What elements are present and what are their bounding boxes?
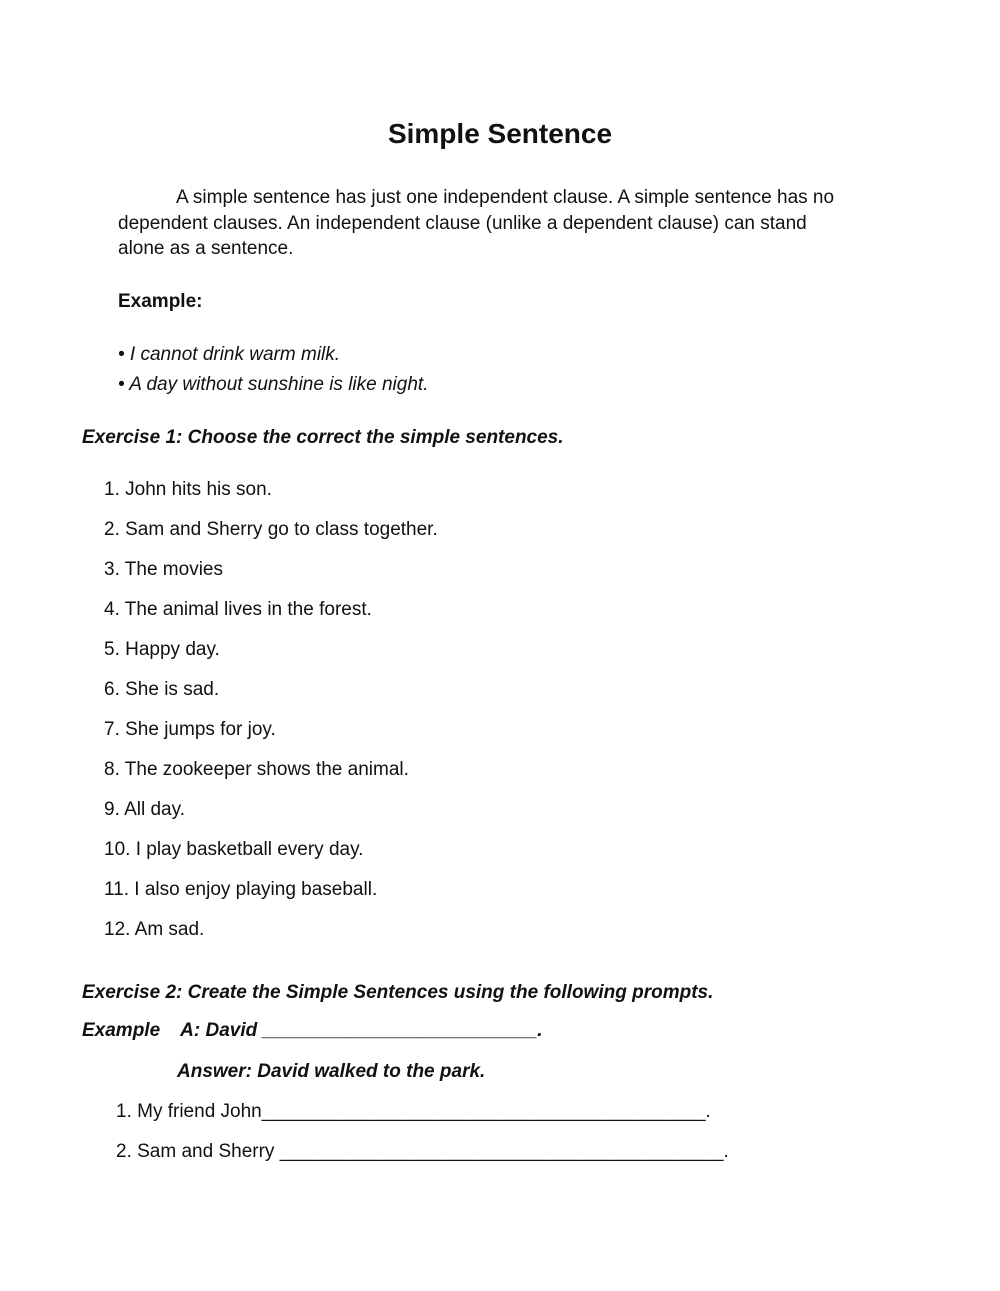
exercise-1-item[interactable]: 1. John hits his son.	[104, 479, 272, 500]
page-title: Simple Sentence	[387, 118, 613, 149]
example-prompt: A: David __________________________.	[180, 1020, 543, 1041]
exercise-1-item[interactable]: 12. Am sad.	[104, 919, 205, 940]
exercise-1-item[interactable]: 10. I play basketball every day.	[104, 839, 364, 860]
intro-paragraph	[118, 185, 838, 262]
example-heading: Example:	[118, 291, 203, 312]
exercise-2-heading: Exercise 2: Create the Simple Sentences using the following prompts.	[82, 982, 714, 1003]
exercise-1-item[interactable]: 8. The zookeeper shows the animal.	[104, 759, 409, 780]
example-sentence: • A day without sunshine is like night.	[118, 374, 429, 395]
exercise-1-item[interactable]: 3. The movies	[104, 559, 223, 580]
exercise-1-item[interactable]: 11. I also enjoy playing baseball.	[104, 879, 378, 900]
exercise-1-item[interactable]: 7. She jumps for joy.	[104, 719, 276, 740]
exercise-1-item[interactable]: 2. Sam and Sherry go to class together.	[104, 519, 438, 540]
exercise-2-example	[82, 1021, 543, 1040]
example-sentence: • I cannot drink warm milk.	[118, 344, 341, 365]
example-answer: Answer: David walked to the park.	[177, 1061, 486, 1082]
prompt-line[interactable]: 1. My friend John__________________________________________.	[116, 1101, 711, 1122]
exercise-1-item[interactable]: 5. Happy day.	[104, 639, 220, 660]
exercise-1-list	[104, 480, 438, 960]
example-label: Example	[82, 1020, 161, 1041]
exercise-1-item[interactable]: 6. She is sad.	[104, 679, 220, 700]
exercise-1-item[interactable]: 9. All day.	[104, 799, 185, 820]
exercise-1-item[interactable]: 4. The animal lives in the forest.	[104, 599, 372, 620]
prompt-line[interactable]: 2. Sam and Sherry __________________________________________.	[116, 1141, 729, 1162]
intro-text: A simple sentence has just one independent clause. A simple sentence has no dependent clauses. An independent clause (unlike a dependent clause) can stand alone as a sentence.	[118, 187, 835, 259]
exercise-1-heading: Exercise 1: Choose the correct the simple sentences.	[82, 427, 564, 448]
